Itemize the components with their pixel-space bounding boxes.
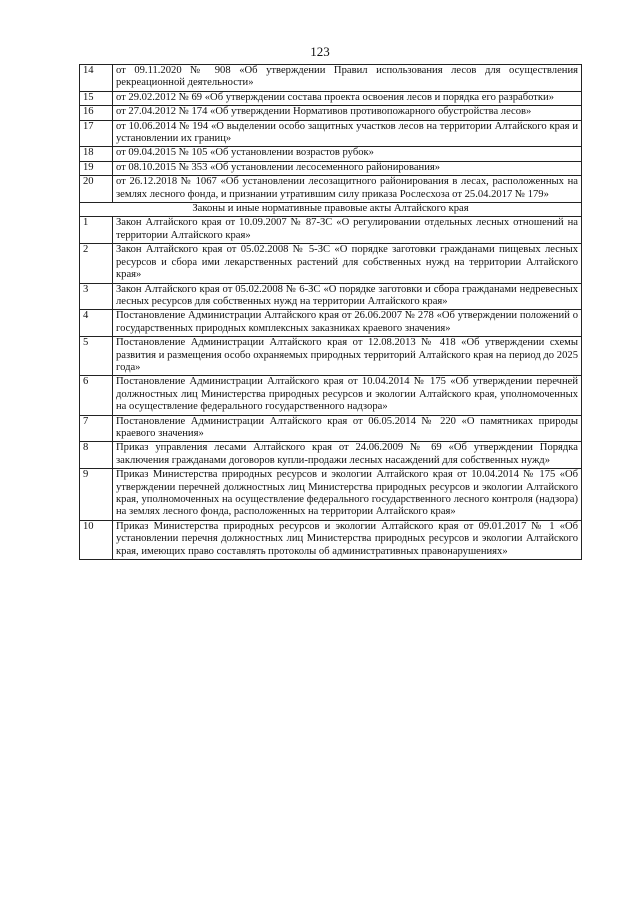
row-number: 6 — [80, 376, 113, 415]
row-text: Приказ Министерства природных ресурсов и экологии Алтайского края от 09.01.2017 № 1 «Об установлении перечня должностных лиц Министерства природных ресурсов и экологии Алтайского края, имеющих право составлять протоколы об административных правонарушениях» — [113, 520, 582, 559]
table-row — [80, 469, 582, 521]
row-number: 20 — [80, 176, 113, 203]
row-text: Постановление Администрации Алтайского края от 06.05.2014 № 220 «О памятниках природы краевого значения» — [113, 415, 582, 442]
row-number: 16 — [80, 106, 113, 120]
table-row — [80, 161, 582, 175]
row-number: 17 — [80, 120, 113, 147]
row-text: Постановление Администрации Алтайского края от 10.04.2014 № 175 «Об утверждении перечней должностных лиц Министерства природных ресурсов и экологии Алтайского края, уполномоченных на осуществление федерального государственного надзора» — [113, 376, 582, 415]
table-row — [80, 147, 582, 161]
row-text: Закон Алтайского края от 05.02.2008 № 6-ЗС «О порядке заготовки и сбора гражданами недревесных лесных ресурсов для собственных нужд на территории Алтайского края» — [113, 283, 582, 310]
row-text: Закон Алтайского края от 10.09.2007 № 87-ЗС «О регулировании отдельных лесных отношений на территории Алтайского края» — [113, 217, 582, 244]
row-text: Приказ управления лесами Алтайского края от 24.06.2009 № 69 «Об утверждении Порядка заключения гражданами договоров купли-продажи лесных насаждений для собственных нужд» — [113, 442, 582, 469]
table-row — [80, 91, 582, 105]
section-header-row — [80, 203, 582, 217]
row-number: 2 — [80, 244, 113, 283]
table-row — [80, 65, 582, 92]
table-row — [80, 310, 582, 337]
table-row — [80, 106, 582, 120]
row-text: Приказ Министерства природных ресурсов и экологии Алтайского края от 10.04.2014 № 175 «Об утверждении перечней должностных лиц Министерства природных ресурсов и экологии Алтайского края, уполномоченных на осуществление федерального государственного лесного контроля (надзора) на землях лесного фонда, расположенных на территории Алтайского края» — [113, 469, 582, 521]
row-number: 5 — [80, 337, 113, 376]
row-text: от 09.04.2015 № 105 «Об установлении возрастов рубок» — [113, 147, 582, 161]
row-text: от 09.11.2020 № 908 «Об утверждении Правил использования лесов для осуществления рекреационной деятельности» — [113, 65, 582, 92]
row-text: от 27.04.2012 № 174 «Об утверждении Нормативов противопожарного обустройства лесов» — [113, 106, 582, 120]
table-row — [80, 176, 582, 203]
row-number: 15 — [80, 91, 113, 105]
row-text: Постановление Администрации Алтайского края от 12.08.2013 № 418 «Об утверждении схемы развития и размещения особо охраняемых природных территорий Алтайского края на период до 2025 года» — [113, 337, 582, 376]
row-number: 1 — [80, 217, 113, 244]
table-row — [80, 283, 582, 310]
row-number: 10 — [80, 520, 113, 559]
row-text: от 29.02.2012 № 69 «Об утверждении состава проекта освоения лесов и порядка его разработки» — [113, 91, 582, 105]
regulations-table — [79, 64, 582, 560]
page-number: 123 — [310, 44, 330, 59]
row-number: 14 — [80, 65, 113, 92]
table-row — [80, 337, 582, 376]
row-number: 4 — [80, 310, 113, 337]
table-row — [80, 520, 582, 559]
row-number: 18 — [80, 147, 113, 161]
row-number: 8 — [80, 442, 113, 469]
table-row — [80, 415, 582, 442]
table-row — [80, 217, 582, 244]
section-header: Законы и иные нормативные правовые акты Алтайского края — [80, 203, 582, 217]
row-text: от 08.10.2015 № 353 «Об установлении лесосеменного районирования» — [113, 161, 582, 175]
row-text: Закон Алтайского края от 05.02.2008 № 5-ЗС «О порядке заготовки гражданами пищевых лесных ресурсов и сбора ими лекарственных растений для собственных нужд на территории Алтайского края» — [113, 244, 582, 283]
row-text: от 26.12.2018 № 1067 «Об установлении лесозащитного районирования в лесах, расположенных на землях лесного фонда, и признании утратившим силу приказа Рослесхоза от 25.04.2017 № 179» — [113, 176, 582, 203]
table-row — [80, 120, 582, 147]
table-row — [80, 376, 582, 415]
row-text: от 10.06.2014 № 194 «О выделении особо защитных участков лесов на территории Алтайского края и установлении их границ» — [113, 120, 582, 147]
row-text: Постановление Администрации Алтайского края от 26.06.2007 № 278 «Об утверждении положений о государственных природных комплексных заказниках краевого значения» — [113, 310, 582, 337]
row-number: 3 — [80, 283, 113, 310]
table-row — [80, 442, 582, 469]
row-number: 19 — [80, 161, 113, 175]
row-number: 7 — [80, 415, 113, 442]
table-row — [80, 244, 582, 283]
row-number: 9 — [80, 469, 113, 521]
